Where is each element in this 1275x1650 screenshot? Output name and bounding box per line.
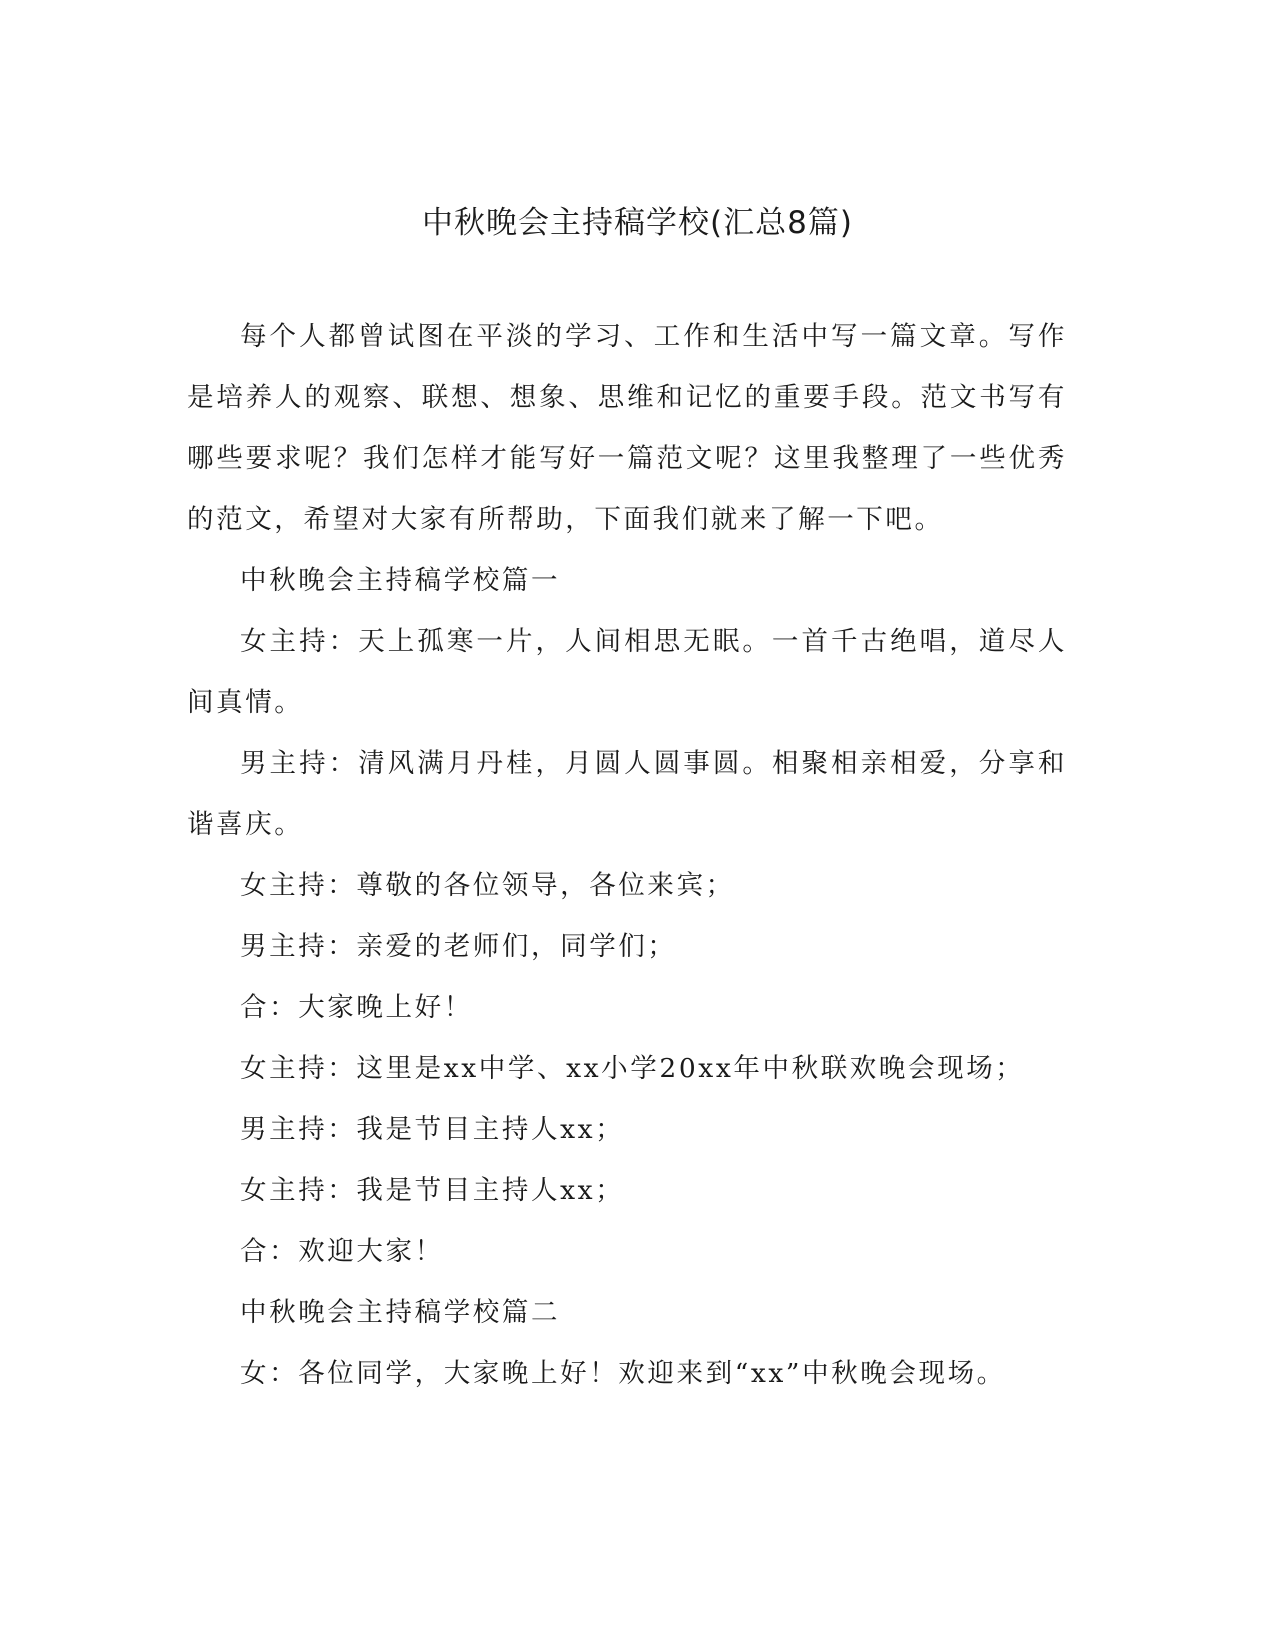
script-line: 男主持：亲爱的老师们，同学们； xyxy=(240,931,677,962)
script-line: 男主持：清风满月丹桂，月圆人圆事圆。相聚相亲相爱，分享和谐喜庆。 xyxy=(187,748,1067,840)
script-line: 女主持：我是节目主持人xx； xyxy=(240,1175,625,1206)
script-line: 女：各位同学，大家晚上好！欢迎来到“xx”中秋晚会现场。 xyxy=(240,1358,1006,1389)
section-heading-1: 中秋晚会主持稿学校篇一 xyxy=(240,565,561,596)
script-line: 女主持：这里是xx中学、xx小学20xx年中秋联欢晚会现场； xyxy=(240,1053,1025,1084)
script-line: 合：大家晚上好！ xyxy=(240,992,473,1023)
script-line: 合：欢迎大家！ xyxy=(240,1236,444,1267)
intro-paragraph: 每个人都曾试图在平淡的学习、工作和生活中写一篇文章。写作是培养人的观察、联想、想象、思维和记忆的重要手段。范文书写有哪些要求呢？我们怎样才能写好一篇范文呢？这里我整理了一些优秀的范文，希望对大家有所帮助，下面我们就来了解一下吧。 xyxy=(187,321,1067,535)
script-line: 女主持：天上孤寒一片，人间相思无眠。一首千古绝唱，道尽人间真情。 xyxy=(187,626,1067,718)
script-line: 女主持：尊敬的各位领导，各位来宾； xyxy=(240,870,735,901)
document-title: 中秋晚会主持稿学校(汇总8篇) xyxy=(422,205,853,241)
script-line: 男主持：我是节目主持人xx； xyxy=(240,1114,625,1145)
document-body xyxy=(187,306,1067,1404)
section-heading-2: 中秋晚会主持稿学校篇二 xyxy=(240,1297,561,1328)
